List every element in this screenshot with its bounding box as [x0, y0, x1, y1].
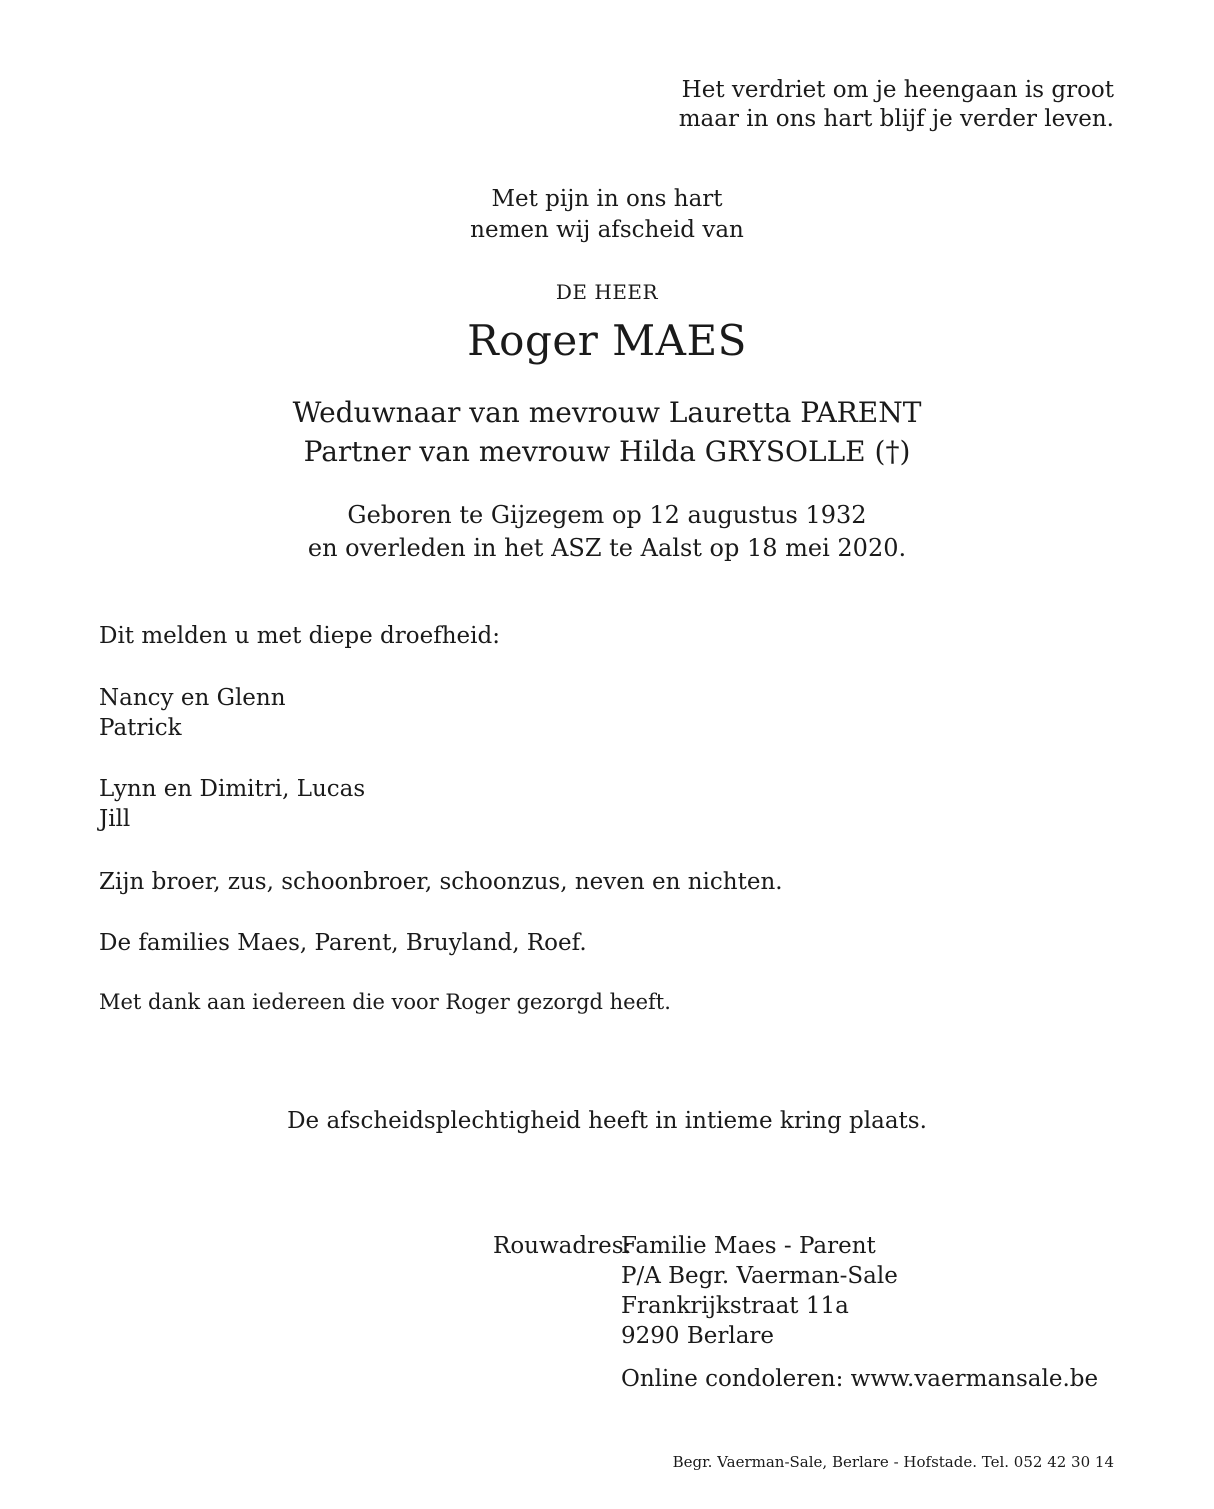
- funeral-home-footer: Begr. Vaerman-Sale, Berlare - Hofstade. Tel. 052 42 30 14: [672, 1453, 1114, 1471]
- address-line-3: Frankrijkstraat 11a: [621, 1293, 849, 1319]
- family-group-2-line-2: Jill: [99, 806, 131, 832]
- quote-line-2: maar in ons hart blijf je verder leven.: [678, 106, 1114, 132]
- death-line: en overleden in het ASZ te Aalst op 18 mei 2020.: [307, 534, 907, 562]
- address-line-2: P/A Begr. Vaerman-Sale: [621, 1263, 898, 1289]
- relation-partner: Partner van mevrouw Hilda GRYSOLLE (†): [303, 435, 911, 468]
- family-group-1-line-1: Nancy en Glenn: [99, 685, 286, 711]
- family-group-2-line-1: Lynn en Dimitri, Lucas: [99, 776, 366, 802]
- announcement-line: Dit melden u met diepe droefheid:: [99, 623, 500, 649]
- ceremony-note: De afscheidsplechtigheid heeft in intieme kring plaats.: [287, 1108, 927, 1134]
- epigraph-quote: [679, 76, 1114, 134]
- life-dates: [0, 499, 1214, 565]
- family-group-1-line-2: Patrick: [99, 715, 182, 741]
- honorific: DE HEER: [555, 280, 659, 304]
- relation-widower: Weduwnaar van mevrouw Lauretta PARENT: [292, 396, 922, 429]
- quote-line-1: Het verdriet om je heengaan is groot: [681, 77, 1114, 103]
- intro-text: [0, 184, 1214, 246]
- address-label: Rouwadres:: [493, 1233, 632, 1259]
- thanks-line: Met dank aan iedereen die voor Roger gezorgd heeft.: [99, 990, 671, 1014]
- relations: [0, 393, 1214, 471]
- online-condolence-link[interactable]: Online condoleren: www.vaermansale.be: [621, 1366, 1099, 1392]
- family-group-1: [99, 683, 286, 743]
- address-line-1: Familie Maes - Parent: [621, 1233, 876, 1259]
- deceased-name: Roger MAES: [467, 316, 747, 365]
- address-line-4: 9290 Berlare: [621, 1323, 775, 1349]
- families-line: De families Maes, Parent, Bruyland, Roef.: [99, 930, 587, 956]
- intro-line-2: nemen wij afscheid van: [470, 217, 744, 243]
- intro-line-1: Met pijn in ons hart: [491, 186, 723, 212]
- family-group-2: [99, 774, 365, 834]
- mourning-address: [621, 1231, 898, 1351]
- relatives-line: Zijn broer, zus, schoonbroer, schoonzus, neven en nichten.: [99, 869, 783, 895]
- birth-line: Geboren te Gijzegem op 12 augustus 1932: [347, 501, 867, 529]
